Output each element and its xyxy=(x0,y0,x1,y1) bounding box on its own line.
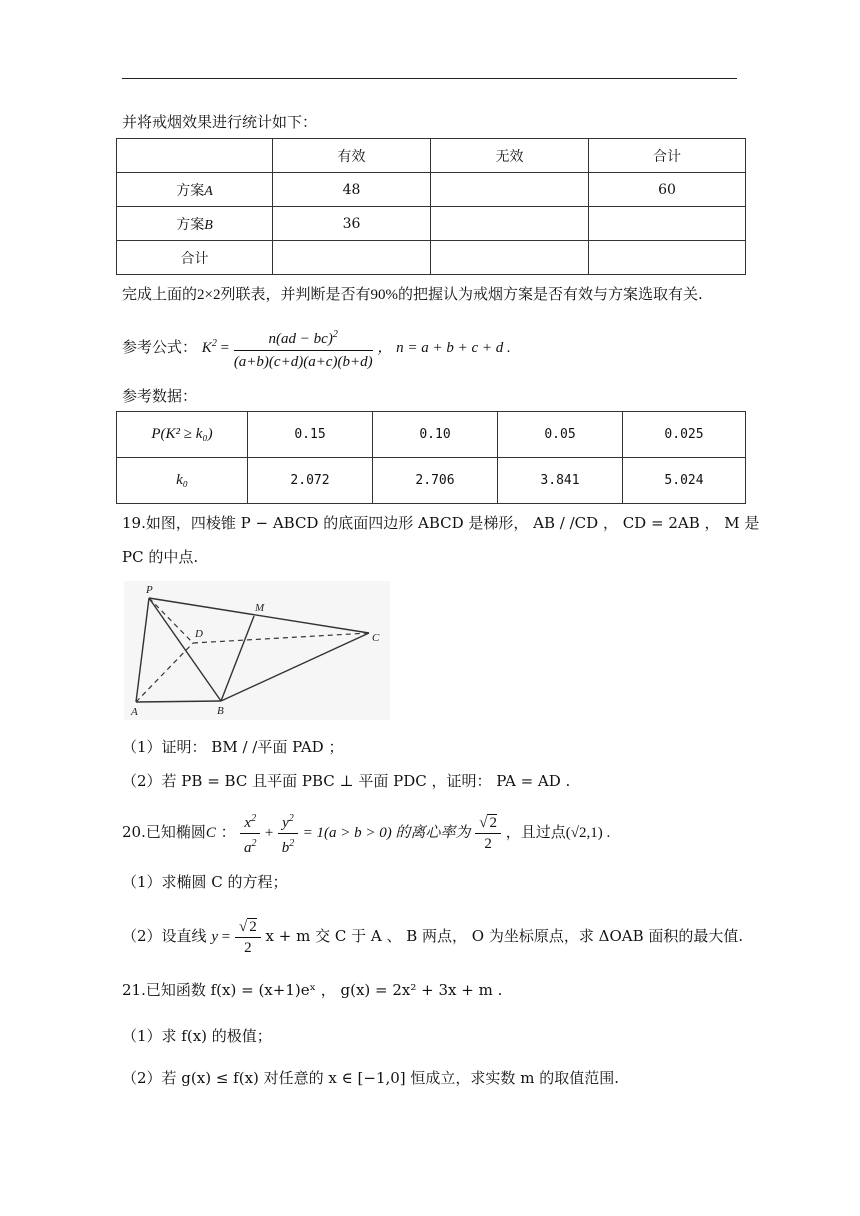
row-label-var: A xyxy=(204,183,213,199)
table-row xyxy=(117,139,746,173)
table-row xyxy=(117,173,746,207)
edge-pa xyxy=(136,598,149,702)
q-text-c: 列联表，并判断是否有 xyxy=(220,285,371,303)
q20-frac-y: $\frac{y^2}{b^2}$ xyxy=(278,810,298,857)
q20-slope: $\frac{√ 2}{2}$ xyxy=(235,918,261,957)
q19-part1: （1）证明： BM / /平面 PAD ； xyxy=(122,738,344,756)
header-rule xyxy=(122,78,737,79)
table-cell: 48 xyxy=(273,173,431,207)
q20-pre: 20.已知椭圆 xyxy=(122,823,206,841)
edge-ab xyxy=(136,701,221,702)
q20-ecc: $\frac{√ 2}{2}$ xyxy=(475,814,501,853)
table-cell: 2.706 xyxy=(373,458,498,504)
table-cell: 60 xyxy=(589,173,746,207)
pyramid-svg xyxy=(124,581,390,720)
q20-p2b: x + m 交 C 于 A 、 B 两点， O 为坐标原点，求 ΔOAB 面积的最大值. xyxy=(265,927,744,945)
formula-numerator: n(ad − bc)$^2$ xyxy=(234,325,373,351)
formula-denominator: (a+b)(c+d)(a+c)(b+d) xyxy=(233,353,373,370)
intro-text: 并将戒烟效果进行统计如下： xyxy=(122,113,318,131)
q21-part1: （1）求 f(x) 的极值； xyxy=(122,1027,272,1045)
table-row xyxy=(117,412,746,458)
q19-part2: （2）若 PB = BC 且平面 PBC ⊥ 平面 PDC ，证明： PA = AD . xyxy=(122,772,571,790)
row-label xyxy=(117,207,273,241)
row-label-text: 方案 xyxy=(176,216,205,233)
q19-line2: PC 的中点. xyxy=(122,548,199,566)
label-c: C xyxy=(372,632,380,644)
q-text-d: 90% xyxy=(370,287,398,303)
table-cell xyxy=(431,241,589,275)
q-text-e: 的把握认为戒烟方案是否有效与方案选取有关. xyxy=(398,285,703,303)
table-row xyxy=(117,241,746,275)
q20-cond: = 1(a > b > 0) 的离心率为 xyxy=(302,825,471,841)
table-cell xyxy=(431,207,589,241)
table-cell xyxy=(273,241,431,275)
contingency-table xyxy=(116,138,746,275)
table-cell: 无效 xyxy=(431,139,589,173)
edge-ad xyxy=(136,643,193,702)
table-row xyxy=(117,207,746,241)
q20-point: (√2,1) . xyxy=(565,825,611,841)
row-label xyxy=(117,173,273,207)
q20-line1: 20.已知椭圆C ： $\frac{x^2}{a^2}$ + $\frac{y^2}{b^2}$ = 1(a > b > 0) 的离心率为 $\frac{√ 2}{2}$ ，且过点(√2,1) . xyxy=(122,808,610,856)
label-d: D xyxy=(195,628,203,640)
row-label-var: B xyxy=(204,217,213,233)
table-cell: 0.10 xyxy=(373,412,498,458)
q21-line1: 21.已知函数 f(x) = (x+1)eˣ ， g(x) = 2x² + 3x + m . xyxy=(122,981,503,999)
formula-num-text: n(ad − bc) xyxy=(268,330,333,347)
row-head: k₀ xyxy=(117,458,248,504)
formula-fraction xyxy=(234,325,373,372)
data-label: 参考数据： xyxy=(122,387,198,405)
table-cell: 有效 xyxy=(273,139,431,173)
row-label xyxy=(117,241,273,275)
label-b: B xyxy=(217,705,224,717)
q-text-b: 2×2 xyxy=(197,287,221,303)
table-cell: 3.841 xyxy=(498,458,623,504)
table-cell xyxy=(431,173,589,207)
q21-part2: （2）若 g(x) ≤ f(x) 对任意的 x ∈ [−1,0] 恒成立，求实数 m 的取值范围. xyxy=(122,1069,619,1087)
q20-post: ，且过点 xyxy=(505,823,566,841)
table-cell: 36 xyxy=(273,207,431,241)
label-m: M xyxy=(255,602,265,614)
pyramid-figure xyxy=(124,581,390,720)
q20-c: C xyxy=(205,825,216,841)
row-label-text: 合计 xyxy=(180,250,209,267)
formula-lhs: $K^2$ = xyxy=(201,338,230,356)
formula-label: 参考公式： xyxy=(122,338,198,356)
edge-dc xyxy=(193,633,369,643)
table-cell xyxy=(117,139,273,173)
table-cell: 合计 xyxy=(589,139,746,173)
table-cell xyxy=(589,207,746,241)
question-text xyxy=(122,284,703,305)
label-a: A xyxy=(131,706,138,718)
edge-pd xyxy=(149,598,193,643)
critical-value-table xyxy=(116,411,746,504)
edge-pb xyxy=(149,598,221,701)
table-cell: 5.024 xyxy=(623,458,746,504)
formula-lhs-var: K xyxy=(201,340,212,356)
reference-formula xyxy=(122,322,511,370)
table-cell: 0.05 xyxy=(498,412,623,458)
table-cell xyxy=(589,241,746,275)
formula-rhs: ， n = a + b + c + d . xyxy=(377,340,511,356)
row-label-text: 方案 xyxy=(176,182,205,199)
row-head: P(K² ≥ k₀) xyxy=(117,412,248,458)
label-p: P xyxy=(146,584,153,596)
q20-part2: （2）设直线 y = $\frac{√ 2}{2}$ x + m 交 C 于 A 、 B 两点， O 为坐标原点，求 ΔOAB 面积的最大值. xyxy=(122,918,744,956)
table-cell: 2.072 xyxy=(248,458,373,504)
table-cell: 0.15 xyxy=(248,412,373,458)
q20-frac-x: $\frac{x^2}{a^2}$ xyxy=(240,810,260,857)
q19-line1: 19.如图，四棱锥 P − ABCD 的底面四边形 ABCD 是梯形， AB / /CD ， CD = 2AB ， M 是 xyxy=(122,514,760,532)
q-text-a: 完成上面的 xyxy=(122,285,198,303)
q20-p2a: （2）设直线 xyxy=(122,927,207,945)
q20-part1: （1）求椭圆 C 的方程； xyxy=(122,873,288,891)
table-cell: 0.025 xyxy=(623,412,746,458)
table-row xyxy=(117,458,746,504)
